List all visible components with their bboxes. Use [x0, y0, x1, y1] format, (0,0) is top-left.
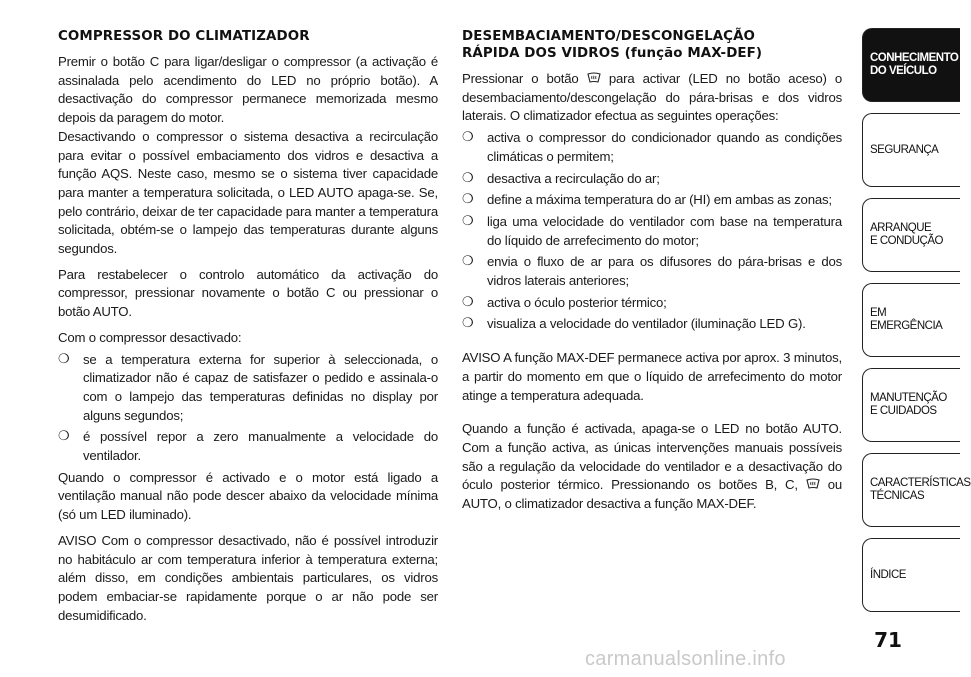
tab-manutencao-e-cuidados[interactable]: MANUTENÇÃO E CUIDADOS	[862, 368, 960, 442]
list-item: ❍ desactiva a recirculação do ar;	[462, 170, 660, 186]
paragraph: Pressionar o botão para activar (LED no botão aceso) o desembaciamento/descongelação do pára-brisas e dos vidros laterais. O climatizador efectua as seguintes operações:	[462, 71, 842, 124]
chapter-tabs	[862, 28, 971, 623]
list-item: ❍ se a temperatura externa for superior à seleccionada, o climatizador não é capaz de satisfazer o pedido e assinala-o com o lampejo das temperaturas definidas no display por alguns segundos;	[58, 351, 438, 423]
left-column	[58, 28, 438, 625]
tab-indice[interactable]: ÍNDICE	[862, 538, 960, 612]
paragraph: Quando a função é activada, apaga-se o LED no botão AUTO. Com a função activa, as únicas intervenções manuais possíveis são a regulação da velocidade do ventilador e a desactivação do óculo posterior térmico. Pressionando os botões B, C, ou AUTO, o climatizador desactiva a função MAX-DEF.	[462, 421, 843, 512]
bullet-glyph: ❍	[58, 351, 70, 367]
paragraph-aviso: AVISO A função MAX-DEF permanece activa por aprox. 3 minutos, a partir do momento em que o líquido de arrefecimento do motor atinge a temperatura adequada.	[462, 350, 842, 403]
windshield-defrost-icon	[587, 72, 601, 84]
list-item: ❍ activa o óculo posterior térmico;	[462, 294, 667, 310]
bullet-list	[58, 351, 438, 466]
list-item: ❍ visualiza a velocidade do ventilador (iluminação LED G).	[462, 316, 806, 332]
paragraph: Desactivando o compressor o sistema desactiva a recirculação para evitar o possível embaciamento dos vidros e desactiva a função AQS. Neste caso, mesmo se o sistema tiver capacidade para manter a temperatura solicitada, o LED AUTO apaga-se. Se, pelo contrário, deixar de ter capacidade para manter a temperatura solicitada, obtém-se o lampejo das temperaturas durante alguns segundos.	[58, 128, 438, 257]
tab-conhecimento-do-veiculo[interactable]: CONHECIMENTO DO VEÍCULO	[862, 28, 960, 102]
windshield-defrost-icon	[806, 478, 820, 490]
tab-arranque-e-conducao[interactable]: ARRANQUE E CONDUÇÃO	[862, 198, 960, 272]
paragraph: Quando o compressor é activado e o motor está ligado a ventilação manual não pode descer abaixo da velocidade mínima (só um LED iluminado).	[58, 469, 438, 523]
bullet-list	[462, 129, 842, 334]
watermark: carmanualsonline.info	[585, 648, 786, 670]
paragraph: Premir o botão C para ligar/desligar o compressor (a activação é assinalada pelo acendimento do LED no próprio botão). A desactivação do compressor permanece memorizada mesmo depois da paragem do motor.	[58, 54, 438, 126]
tab-em-emergencia[interactable]: EM EMERGÊNCIA	[862, 283, 960, 357]
page-number: 71	[874, 628, 902, 652]
list-item: ❍ define a máxima temperatura do ar (HI) em ambas as zonas;	[462, 192, 832, 208]
section-heading-compressor: COMPRESSOR DO CLIMATIZADOR	[58, 29, 310, 44]
paragraph: AVISO Com o compressor desactivado, não é possível introduzir no habitáculo ar com temperatura inferior à temperatura externa; além disso, em condições ambientais particulares, os vidros podem embaciar-se rapidamente porque o ar não pode ser desumidificado.	[58, 532, 438, 623]
tab-seguranca[interactable]: SEGURANÇA	[862, 113, 960, 187]
paragraph: Para restabelecer o controlo automático da activação do compressor, pressionar novamente o botão C ou pressionar o botão AUTO.	[58, 266, 438, 320]
list-item: ❍ activa o compressor do condicionador quando as condições climáticas o permitem;	[462, 130, 842, 164]
bullet-glyph: ❍	[58, 429, 70, 445]
list-item: ❍ liga uma velocidade do ventilador com base na temperatura do líquido de arrefecimento do motor;	[462, 213, 842, 248]
right-column	[462, 28, 842, 514]
paragraph: Com o compressor desactivado:	[58, 329, 242, 345]
tab-caracteristicas-tecnicas[interactable]: CARACTERÍSTICAS TÉCNICAS	[862, 453, 960, 527]
list-item: ❍ envia o fluxo de ar para os difusores do pára-brisas e dos vidros laterais anteriores;	[462, 254, 842, 289]
list-item: ❍ é possível repor a zero manualmente a velocidade do ventilador.	[58, 429, 438, 464]
section-heading-max-def: DESEMBACIAMENTO/DESCONGELAÇÃO RÁPIDA DOS VIDROS (função MAX-DEF)	[462, 29, 763, 61]
